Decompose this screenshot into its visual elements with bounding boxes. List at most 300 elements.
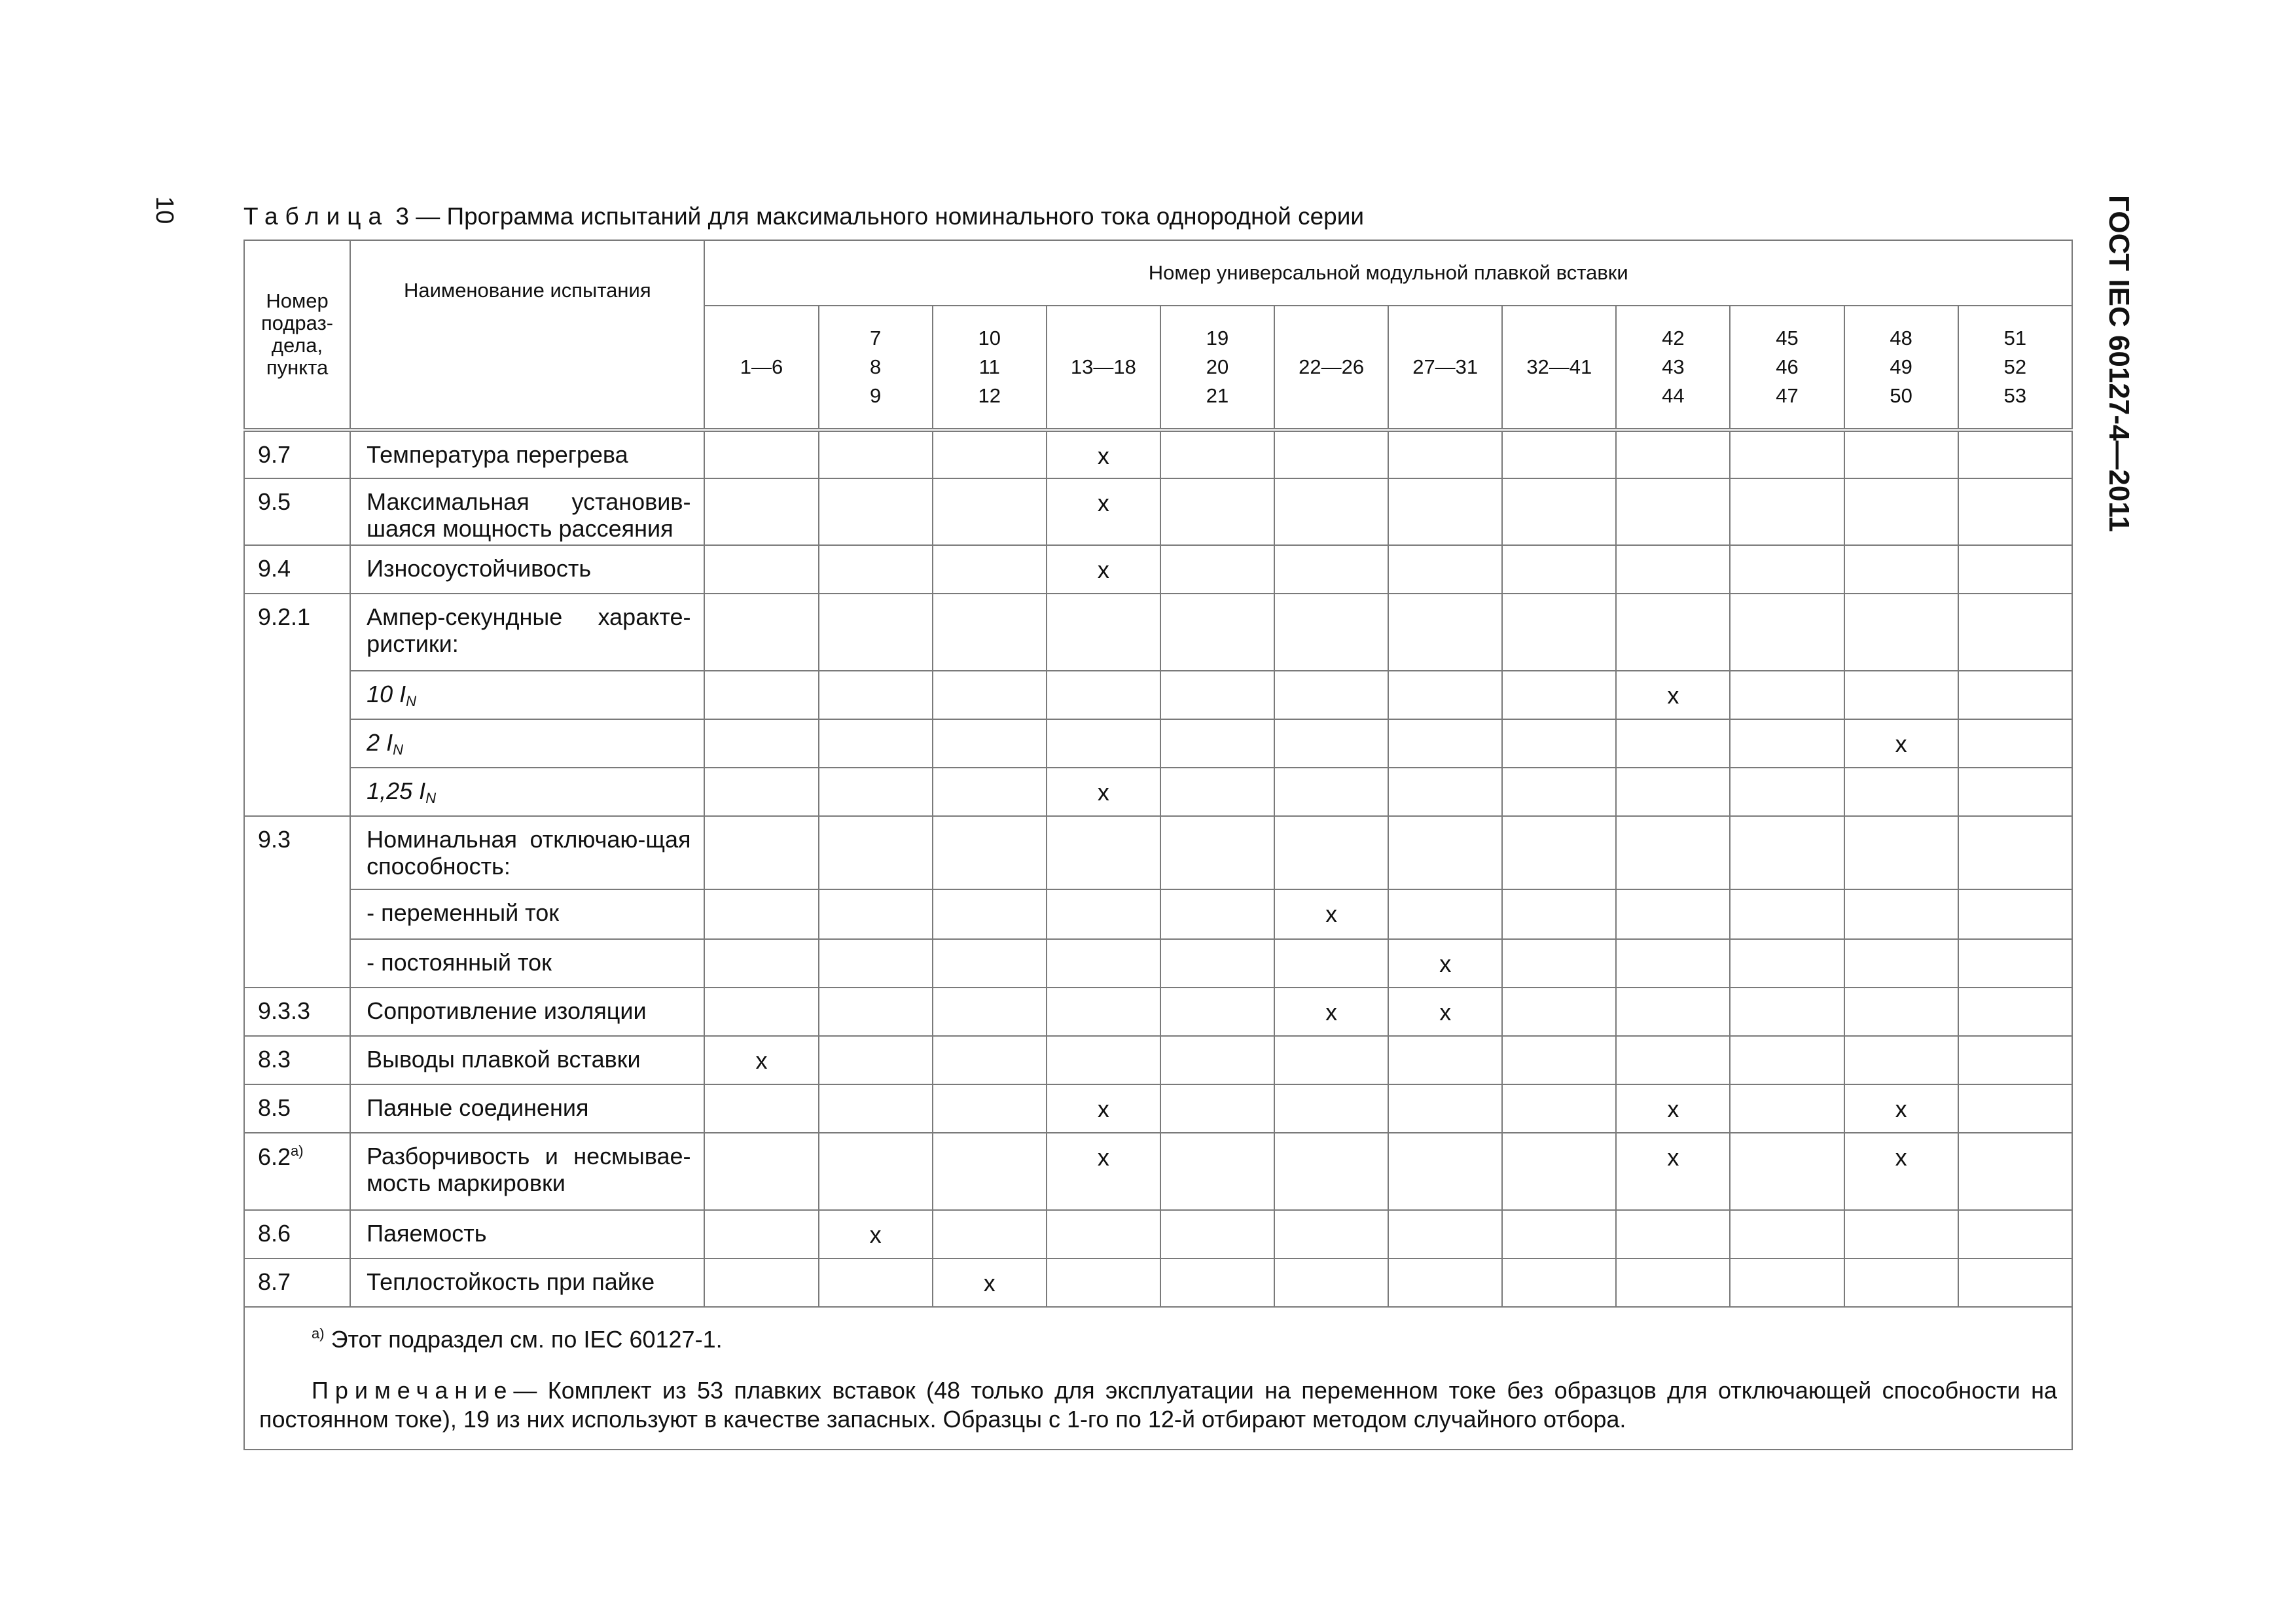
test-name: 10 I bbox=[367, 681, 406, 707]
mark-cell bbox=[1730, 1133, 1844, 1210]
table-number: 3 bbox=[395, 203, 409, 230]
mark-cell bbox=[1616, 939, 1730, 988]
column-header-line: 12 bbox=[978, 384, 1001, 407]
test-name: - переменный ток bbox=[367, 899, 560, 926]
test-name: 1,25 I bbox=[367, 777, 426, 804]
note-text: — Комплект из 53 плавких вставок (48 только для эксплуатации на переменном токе без образцов для отключающей способности на постоянном токе), 19 из них используют в качестве запасных. Образцы с 1-го по 12-й отбирают методом случайного отбора. bbox=[259, 1377, 2057, 1433]
mark-cell bbox=[1844, 889, 1958, 939]
mark-cell bbox=[819, 430, 933, 478]
mark-cell bbox=[1958, 988, 2072, 1036]
column-header-line: 11 bbox=[978, 355, 1000, 378]
mark-cell bbox=[1160, 889, 1274, 939]
mark-cell bbox=[1502, 430, 1616, 478]
mark-cell bbox=[819, 1210, 933, 1258]
mark-cell bbox=[1502, 816, 1616, 889]
section-number-cell bbox=[244, 988, 350, 1036]
test-name-cell bbox=[350, 939, 704, 988]
mark-cell bbox=[1616, 988, 1730, 1036]
mark-cell bbox=[1047, 816, 1160, 889]
column-header-line: 43 bbox=[1662, 355, 1685, 378]
test-name-cell bbox=[350, 1036, 704, 1084]
mark-cell bbox=[1616, 1084, 1730, 1133]
column-header-line: 51 bbox=[2003, 327, 2027, 349]
mark-cell bbox=[1502, 1210, 1616, 1258]
section-number-cell bbox=[244, 816, 350, 988]
header-section-line: пункта bbox=[266, 356, 329, 379]
column-header bbox=[1958, 306, 2072, 430]
mark-cell bbox=[1047, 1133, 1160, 1210]
mark-cell bbox=[1047, 768, 1160, 816]
mark-cell bbox=[1388, 671, 1502, 719]
test-mark: x bbox=[1325, 901, 1338, 927]
column-header-line: 42 bbox=[1662, 327, 1685, 349]
mark-cell bbox=[704, 671, 818, 719]
mark-cell bbox=[1616, 768, 1730, 816]
mark-cell bbox=[1730, 719, 1844, 768]
mark-cell bbox=[1958, 768, 2072, 816]
header-fuse-group: Номер универсальной модульной плавкой вставки bbox=[704, 240, 2072, 306]
mark-cell bbox=[1730, 1258, 1844, 1307]
table-row bbox=[244, 889, 2072, 939]
mark-cell bbox=[1844, 988, 1958, 1036]
test-mark: x bbox=[1097, 1144, 1109, 1171]
mark-cell bbox=[819, 939, 933, 988]
test-mark: x bbox=[1895, 1096, 1907, 1122]
test-name: Паяные соединения bbox=[367, 1094, 589, 1121]
section-number-cell bbox=[244, 1084, 350, 1133]
mark-cell bbox=[1160, 478, 1274, 545]
test-mark: x bbox=[1895, 730, 1907, 757]
mark-cell bbox=[1502, 545, 1616, 594]
test-mark: x bbox=[1097, 556, 1109, 583]
mark-cell bbox=[1844, 430, 1958, 478]
mark-cell bbox=[1388, 1210, 1502, 1258]
test-mark: x bbox=[1097, 442, 1109, 469]
mark-cell bbox=[1958, 671, 2072, 719]
mark-cell bbox=[1502, 1036, 1616, 1084]
header-test-name bbox=[350, 240, 704, 430]
mark-cell bbox=[1160, 545, 1274, 594]
section-number-cell bbox=[244, 478, 350, 545]
mark-cell bbox=[1274, 671, 1388, 719]
test-name: Номинальная отключаю-щая способность: bbox=[367, 826, 691, 880]
mark-cell bbox=[1388, 594, 1502, 671]
mark-cell bbox=[1388, 1036, 1502, 1084]
mark-cell bbox=[1616, 1036, 1730, 1084]
mark-cell bbox=[933, 671, 1047, 719]
mark-cell bbox=[1388, 1258, 1502, 1307]
column-header-line: 9 bbox=[870, 384, 882, 407]
mark-cell bbox=[704, 545, 818, 594]
mark-cell bbox=[1160, 1084, 1274, 1133]
mark-cell bbox=[933, 939, 1047, 988]
column-header-line: 32—41 bbox=[1526, 355, 1592, 378]
mark-cell bbox=[1160, 816, 1274, 889]
mark-cell bbox=[1616, 545, 1730, 594]
test-name: Выводы плавкой вставки bbox=[367, 1046, 641, 1073]
column-header-line: 53 bbox=[2003, 384, 2027, 407]
table-row bbox=[244, 478, 2072, 545]
test-name: Теплостойкость при пайке bbox=[367, 1268, 655, 1295]
mark-cell bbox=[933, 1210, 1047, 1258]
mark-cell bbox=[1730, 430, 1844, 478]
column-header bbox=[704, 306, 818, 430]
mark-cell bbox=[1616, 889, 1730, 939]
mark-cell bbox=[1616, 816, 1730, 889]
mark-cell bbox=[1958, 719, 2072, 768]
table-row bbox=[244, 1210, 2072, 1258]
mark-cell bbox=[1160, 988, 1274, 1036]
test-mark: x bbox=[1325, 999, 1338, 1026]
mark-cell bbox=[704, 889, 818, 939]
mark-cell bbox=[1047, 478, 1160, 545]
mark-cell bbox=[1160, 594, 1274, 671]
mark-cell bbox=[1730, 671, 1844, 719]
section-number-cell bbox=[244, 1258, 350, 1307]
current-subscript: N bbox=[393, 741, 404, 758]
column-header bbox=[1502, 306, 1616, 430]
table-row bbox=[244, 988, 2072, 1036]
mark-cell bbox=[704, 478, 818, 545]
mark-cell bbox=[1616, 430, 1730, 478]
test-mark: x bbox=[869, 1221, 882, 1248]
test-mark: x bbox=[1439, 950, 1452, 977]
test-mark: x bbox=[755, 1047, 768, 1074]
column-header-line: 50 bbox=[1890, 384, 1912, 407]
mark-cell bbox=[1388, 988, 1502, 1036]
mark-cell bbox=[1958, 478, 2072, 545]
mark-cell bbox=[933, 719, 1047, 768]
mark-cell bbox=[1160, 768, 1274, 816]
mark-cell bbox=[1160, 1258, 1274, 1307]
mark-cell bbox=[1274, 1258, 1388, 1307]
mark-cell bbox=[1502, 719, 1616, 768]
mark-cell bbox=[1274, 1036, 1388, 1084]
current-subscript: N bbox=[425, 790, 437, 806]
table-title bbox=[243, 203, 1364, 230]
current-subscript: N bbox=[406, 693, 417, 709]
mark-cell bbox=[1844, 719, 1958, 768]
mark-cell bbox=[933, 1258, 1047, 1307]
mark-cell bbox=[704, 1084, 818, 1133]
mark-cell bbox=[1160, 1133, 1274, 1210]
mark-cell bbox=[1844, 1258, 1958, 1307]
test-name: 2 I bbox=[367, 729, 393, 756]
mark-cell bbox=[819, 545, 933, 594]
mark-cell bbox=[933, 478, 1047, 545]
mark-cell bbox=[1616, 478, 1730, 545]
mark-cell bbox=[1047, 1258, 1160, 1307]
mark-cell bbox=[1274, 1084, 1388, 1133]
mark-cell bbox=[704, 768, 818, 816]
table-row bbox=[244, 430, 2072, 478]
mark-cell bbox=[1160, 430, 1274, 478]
mark-cell bbox=[1502, 1084, 1616, 1133]
table-label: Таблица bbox=[243, 203, 389, 230]
mark-cell bbox=[1160, 1036, 1274, 1084]
test-mark: x bbox=[1097, 490, 1109, 516]
mark-cell bbox=[1502, 988, 1616, 1036]
mark-cell bbox=[1047, 1036, 1160, 1084]
mark-cell bbox=[1274, 988, 1388, 1036]
mark-cell bbox=[1958, 1084, 2072, 1133]
column-header-line: 48 bbox=[1890, 327, 1912, 349]
mark-cell bbox=[1502, 939, 1616, 988]
mark-cell bbox=[1958, 594, 2072, 671]
mark-cell bbox=[1388, 478, 1502, 545]
mark-cell bbox=[704, 816, 818, 889]
mark-cell bbox=[1274, 478, 1388, 545]
mark-cell bbox=[1958, 545, 2072, 594]
test-name-cell bbox=[350, 1210, 704, 1258]
column-header bbox=[1616, 306, 1730, 430]
mark-cell bbox=[1160, 719, 1274, 768]
mark-cell bbox=[1502, 768, 1616, 816]
footnote-text: Этот подраздел см. по IEC 60127-1. bbox=[331, 1326, 723, 1353]
column-header-line: 44 bbox=[1662, 384, 1685, 407]
test-name-cell bbox=[350, 816, 704, 889]
mark-cell bbox=[819, 719, 933, 768]
test-name: Ампер-секундные характе-ристики: bbox=[367, 603, 691, 657]
mark-cell bbox=[819, 671, 933, 719]
mark-cell bbox=[819, 1258, 933, 1307]
mark-cell bbox=[1730, 889, 1844, 939]
table-row bbox=[244, 1258, 2072, 1307]
column-header bbox=[1730, 306, 1844, 430]
test-mark: x bbox=[1667, 682, 1679, 709]
mark-cell bbox=[1502, 1258, 1616, 1307]
mark-cell bbox=[1730, 1210, 1844, 1258]
mark-cell bbox=[819, 816, 933, 889]
mark-cell bbox=[1844, 816, 1958, 889]
test-name-cell bbox=[350, 671, 704, 719]
header-test-name-text: Наименование испытания bbox=[403, 279, 651, 302]
table-footer bbox=[244, 1307, 2072, 1450]
mark-cell bbox=[933, 988, 1047, 1036]
table-row bbox=[244, 816, 2072, 889]
test-name: Температура перегрева bbox=[367, 441, 628, 468]
table-note bbox=[259, 1376, 2057, 1434]
mark-cell bbox=[1616, 594, 1730, 671]
test-mark: x bbox=[1097, 1096, 1109, 1122]
mark-cell bbox=[1160, 671, 1274, 719]
mark-cell bbox=[1047, 988, 1160, 1036]
column-header-line: 22—26 bbox=[1299, 355, 1365, 378]
header-section-line: Номер bbox=[266, 289, 329, 312]
mark-cell bbox=[819, 1084, 933, 1133]
mark-cell bbox=[1047, 430, 1160, 478]
column-header bbox=[1844, 306, 1958, 430]
section-number-cell bbox=[244, 594, 350, 816]
footnote bbox=[259, 1319, 2057, 1354]
mark-cell bbox=[1730, 939, 1844, 988]
mark-cell bbox=[1388, 1084, 1502, 1133]
mark-cell bbox=[933, 1084, 1047, 1133]
column-header-line: 7 bbox=[870, 327, 882, 349]
mark-cell bbox=[1616, 1133, 1730, 1210]
mark-cell bbox=[1844, 1036, 1958, 1084]
test-name: Максимальная установив-шаяся мощность рассеяния bbox=[367, 488, 691, 542]
column-header-line: 8 bbox=[870, 355, 882, 378]
test-name-cell bbox=[350, 1084, 704, 1133]
section-number-cell bbox=[244, 1210, 350, 1258]
mark-cell bbox=[933, 545, 1047, 594]
section-number-cell bbox=[244, 430, 350, 478]
mark-cell bbox=[1388, 939, 1502, 988]
mark-cell bbox=[1958, 1210, 2072, 1258]
mark-cell bbox=[1274, 1133, 1388, 1210]
test-mark: x bbox=[1667, 1144, 1679, 1171]
mark-cell bbox=[1730, 594, 1844, 671]
mark-cell bbox=[1844, 671, 1958, 719]
section-number-cell bbox=[244, 545, 350, 594]
table-row bbox=[244, 1084, 2072, 1133]
mark-cell bbox=[704, 988, 818, 1036]
mark-cell bbox=[1730, 988, 1844, 1036]
column-header bbox=[1160, 306, 1274, 430]
mark-cell bbox=[1388, 1133, 1502, 1210]
footnote-marker: а) bbox=[312, 1325, 325, 1342]
test-name-cell bbox=[350, 1133, 704, 1210]
mark-cell bbox=[819, 478, 933, 545]
section-number: 9.5 bbox=[258, 488, 291, 515]
test-name-cell bbox=[350, 1258, 704, 1307]
mark-cell bbox=[704, 939, 818, 988]
mark-cell bbox=[1844, 1084, 1958, 1133]
test-name-cell bbox=[350, 478, 704, 545]
footnote-reference: а) bbox=[291, 1143, 304, 1159]
document-code: ГОСТ IEC 60127-4—2011 bbox=[2103, 195, 2135, 532]
table-row bbox=[244, 768, 2072, 816]
test-name: Разборчивость и несмывае-мость маркировки bbox=[367, 1143, 691, 1196]
mark-cell bbox=[819, 1036, 933, 1084]
mark-cell bbox=[1047, 719, 1160, 768]
section-number-cell bbox=[244, 1036, 350, 1084]
mark-cell bbox=[1502, 889, 1616, 939]
mark-cell bbox=[1274, 719, 1388, 768]
mark-cell bbox=[1730, 545, 1844, 594]
test-mark: x bbox=[1097, 779, 1109, 806]
mark-cell bbox=[933, 1133, 1047, 1210]
mark-cell bbox=[1958, 939, 2072, 988]
mark-cell bbox=[1844, 1133, 1958, 1210]
mark-cell bbox=[1274, 1210, 1388, 1258]
section-number: 9.4 bbox=[258, 555, 291, 582]
column-header-line: 21 bbox=[1206, 384, 1229, 407]
mark-cell bbox=[1958, 1036, 2072, 1084]
mark-cell bbox=[1502, 478, 1616, 545]
test-name-cell bbox=[350, 545, 704, 594]
mark-cell bbox=[1844, 1210, 1958, 1258]
header-section-line: дела, bbox=[271, 334, 323, 357]
mark-cell bbox=[933, 768, 1047, 816]
mark-cell bbox=[1388, 768, 1502, 816]
section-number-cell bbox=[244, 1133, 350, 1210]
mark-cell bbox=[1958, 1133, 2072, 1210]
mark-cell bbox=[1844, 939, 1958, 988]
mark-cell bbox=[1274, 430, 1388, 478]
mark-cell bbox=[1388, 889, 1502, 939]
table-row bbox=[244, 719, 2072, 768]
mark-cell bbox=[1274, 594, 1388, 671]
section-number: 9.7 bbox=[258, 441, 291, 468]
header-section-line: подраз- bbox=[261, 312, 334, 334]
mark-cell bbox=[1274, 889, 1388, 939]
mark-cell bbox=[1047, 671, 1160, 719]
mark-cell bbox=[1844, 594, 1958, 671]
section-number: 8.3 bbox=[258, 1046, 291, 1073]
column-header bbox=[1047, 306, 1160, 430]
test-name-cell bbox=[350, 889, 704, 939]
test-mark: x bbox=[1895, 1144, 1907, 1171]
mark-cell bbox=[1047, 1210, 1160, 1258]
mark-cell bbox=[1958, 889, 2072, 939]
column-header-line: 10 bbox=[978, 327, 1001, 349]
mark-cell bbox=[1274, 768, 1388, 816]
test-program-table bbox=[243, 240, 2073, 1450]
mark-cell bbox=[1047, 939, 1160, 988]
mark-cell bbox=[1844, 478, 1958, 545]
column-header-line: 47 bbox=[1776, 384, 1799, 407]
mark-cell bbox=[1388, 816, 1502, 889]
mark-cell bbox=[1047, 545, 1160, 594]
mark-cell bbox=[1616, 671, 1730, 719]
test-name: Паяемость bbox=[367, 1220, 487, 1247]
test-name: Износоустойчивость bbox=[367, 555, 592, 582]
mark-cell bbox=[819, 594, 933, 671]
test-name-cell bbox=[350, 430, 704, 478]
test-name-cell bbox=[350, 719, 704, 768]
column-header-line: 1—6 bbox=[740, 355, 783, 378]
page-number: 10 bbox=[151, 196, 178, 224]
mark-cell bbox=[1160, 1210, 1274, 1258]
section-number: 9.3.3 bbox=[258, 997, 311, 1024]
section-number: 9.2.1 bbox=[258, 603, 311, 630]
column-header bbox=[1388, 306, 1502, 430]
mark-cell bbox=[704, 430, 818, 478]
mark-cell bbox=[1730, 816, 1844, 889]
mark-cell bbox=[1274, 816, 1388, 889]
column-header-line: 49 bbox=[1890, 355, 1912, 378]
mark-cell bbox=[1388, 430, 1502, 478]
table-row bbox=[244, 1036, 2072, 1084]
mark-cell bbox=[1730, 478, 1844, 545]
mark-cell bbox=[1047, 1084, 1160, 1133]
mark-cell bbox=[933, 816, 1047, 889]
column-header-line: 45 bbox=[1776, 327, 1799, 349]
mark-cell bbox=[1730, 1036, 1844, 1084]
mark-cell bbox=[819, 889, 933, 939]
mark-cell bbox=[1388, 545, 1502, 594]
mark-cell bbox=[1502, 594, 1616, 671]
mark-cell bbox=[1730, 1084, 1844, 1133]
mark-cell bbox=[704, 1036, 818, 1084]
test-mark: x bbox=[983, 1270, 996, 1296]
column-header bbox=[1274, 306, 1388, 430]
test-name-cell bbox=[350, 768, 704, 816]
mark-cell bbox=[933, 889, 1047, 939]
column-header-line: 13—18 bbox=[1070, 355, 1136, 378]
mark-cell bbox=[704, 1133, 818, 1210]
mark-cell bbox=[1502, 671, 1616, 719]
header-section-number bbox=[244, 240, 350, 430]
mark-cell bbox=[704, 1210, 818, 1258]
mark-cell bbox=[933, 594, 1047, 671]
mark-cell bbox=[1844, 545, 1958, 594]
section-number: 6.2 bbox=[258, 1143, 291, 1170]
mark-cell bbox=[1616, 719, 1730, 768]
column-header bbox=[819, 306, 933, 430]
